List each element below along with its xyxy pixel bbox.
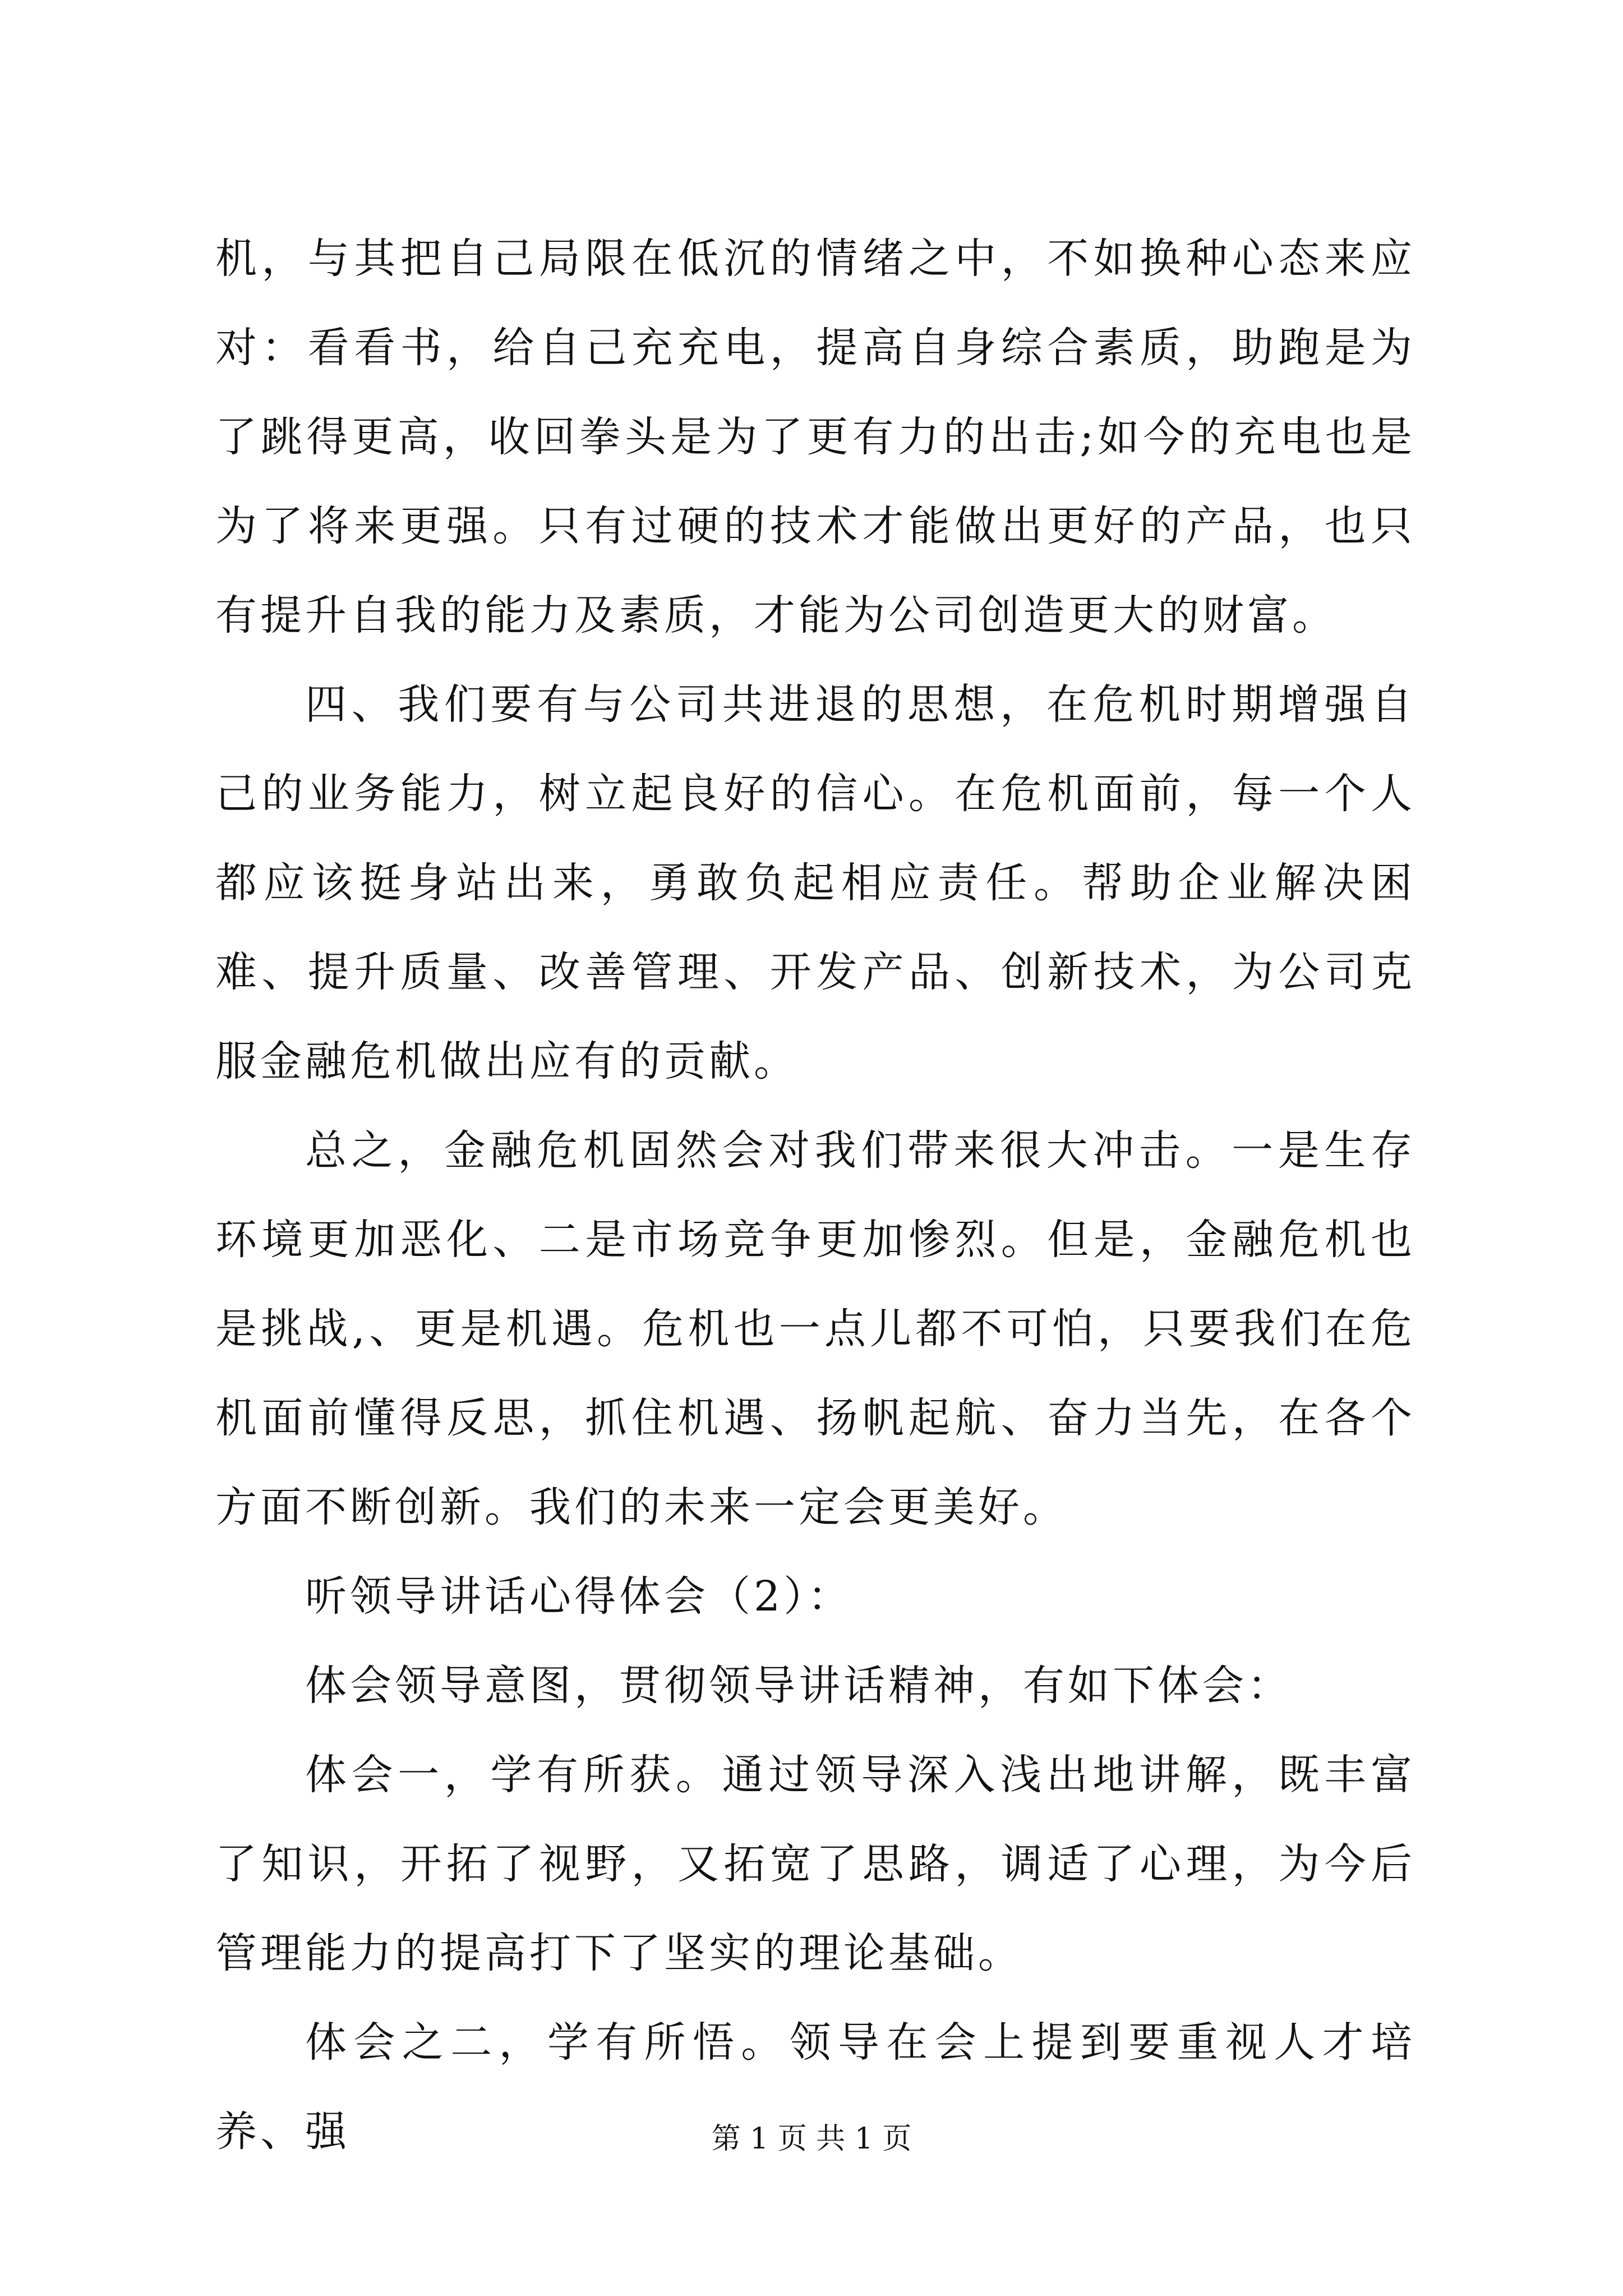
paragraph-experience-two: 体会之二，学有所悟。领导在会上提到要重视人才培养、强: [215, 2018, 1415, 2156]
paragraph-experience-one: 体会一，学有所获。通过领导深入浅出地讲解，既丰富了知识，开拓了视野，又拓宽了思路，调适了心理，为今后管理能力的提高打下了坚实的理论基础。: [215, 1751, 1415, 1977]
document-body: [215, 214, 1415, 2177]
page-number-label: 第 1 页 共 1 页: [711, 2122, 912, 2156]
paragraph-point-four: 四、我们要有与公司共进退的思想，在危机时期增强自己的业务能力，树立起良好的信心。在危机面前，每一个人都应该挺身站出来，勇敢负起相应责任。帮助企业解决困难、提升质量、改善管理、开发产品、创新技术，为公司克服金融危机做出应有的贡献。: [215, 680, 1415, 1085]
section-heading: 听领导讲话心得体会（2）：: [305, 1572, 853, 1621]
page-footer: [0, 2119, 1623, 2159]
paragraph-intro: 体会领导意图，贯彻领导讲话精神，有如下体会：: [305, 1662, 1292, 1710]
paragraph-conclusion: 总之，金融危机固然会对我们带来很大冲击。一是生存环境更加恶化、二是市场竞争更加惨烈。但是，金融危机也是挑战,、更是机遇。危机也一点儿都不可怕，只要我们在危机面前懂得反思，抓住机遇、扬帆起航、奋力当先，在各个方面不断创新。我们的未来一定会更美好。: [215, 1126, 1415, 1531]
paragraph-continuation: 机，与其把自己局限在低沉的情绪之中，不如换种心态来应对：看看书，给自己充充电，提高自身综合素质，助跑是为了跳得更高，收回拳头是为了更有力的出击;如今的充电也是为了将来更强。只有过硬的技术才能做出更好的产品，也只有提升自我的能力及素质，才能为公司创造更大的财富。: [215, 234, 1415, 639]
